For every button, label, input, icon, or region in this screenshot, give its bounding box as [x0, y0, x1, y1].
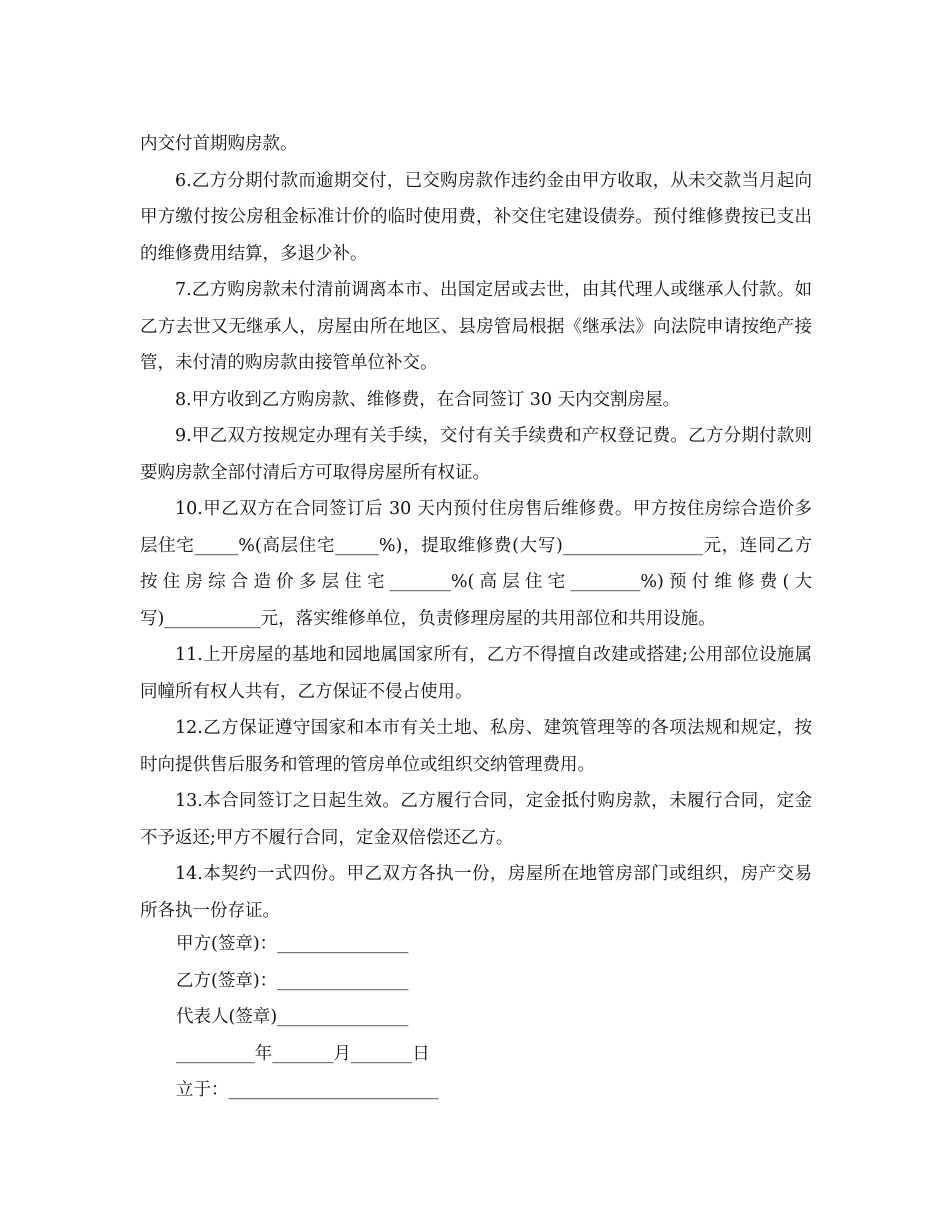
party-a-signature-line: 甲方(签章)：_______________: [176, 934, 409, 954]
clause-12: 12.乙方保证遵守国家和本市有关土地、私房、建筑管理等的各项法规和规定，按时向提供售后服务和管理的管房单位或组织交纳管理费用。: [140, 718, 812, 775]
clause-14: 14.本契约一式四份。甲乙双方各执一份，房屋所在地管房部门或组织，房产交易所各执一份存证。: [140, 864, 812, 921]
clause-9: 9.甲乙双方按规定办理有关手续，交付有关手续费和产权登记费。乙方分期付款则要购房款全部付清后方可取得房屋所有权证。: [140, 426, 812, 483]
signature-block: [176, 926, 439, 1109]
clause-7: 7.乙方购房款未付清前调离本市、出国定居或去世，由其代理人或继承人付款。如乙方去世又无继承人，房屋由所在地区、县房管局根据《继承法》向法院申请按绝产接管，未付清的购房款由接管单位补交。: [140, 280, 812, 373]
representative-signature-line: 代表人(签章)_______________: [176, 1007, 409, 1027]
date-line: _________年_______月_______日: [176, 1043, 430, 1064]
clause-8: 8.甲方收到乙方购房款、维修费，在合同签订 30 天内交割房屋。: [175, 389, 681, 410]
place-line: 立于：________________________: [176, 1080, 439, 1100]
clause-10: 10.甲乙双方在合同签订后 30 天内预付住房售后维修费。甲方按住房综合造价多层住宅_____%(高层住宅_____%)，提取维修费(大写)________________元，连同乙方按住房综合造价多层住宅_______%(高层住宅________%)预付维修费(大写)___________元，落实维修单位，负责修理房屋的共用部位和共用设施。: [140, 499, 812, 629]
clause-11: 11.上开房屋的基地和园地属国家所有，乙方不得擅自改建或搭建;公用部位设施属同幢所有权人共有，乙方保证不侵占使用。: [140, 645, 812, 702]
party-b-signature-line: 乙方(签章)：_______________: [176, 970, 409, 991]
clause-13: 13.本合同签订之日起生效。乙方履行合同，定金抵付购房款，未履行合同，定金不予返还;甲方不履行合同，定金双倍偿还乙方。: [140, 791, 812, 848]
paragraph-continuation: 内交付首期购房款。: [140, 134, 298, 154]
contract-body: [140, 126, 812, 929]
clause-6: 6.乙方分期付款而逾期交付，已交购房款作违约金由甲方收取，从未交款当月起向甲方缴付按公房租金标准计价的临时使用费，补交住宅建设债券。预付维修费按已支出的维修费用结算，多退少补。: [140, 170, 812, 264]
